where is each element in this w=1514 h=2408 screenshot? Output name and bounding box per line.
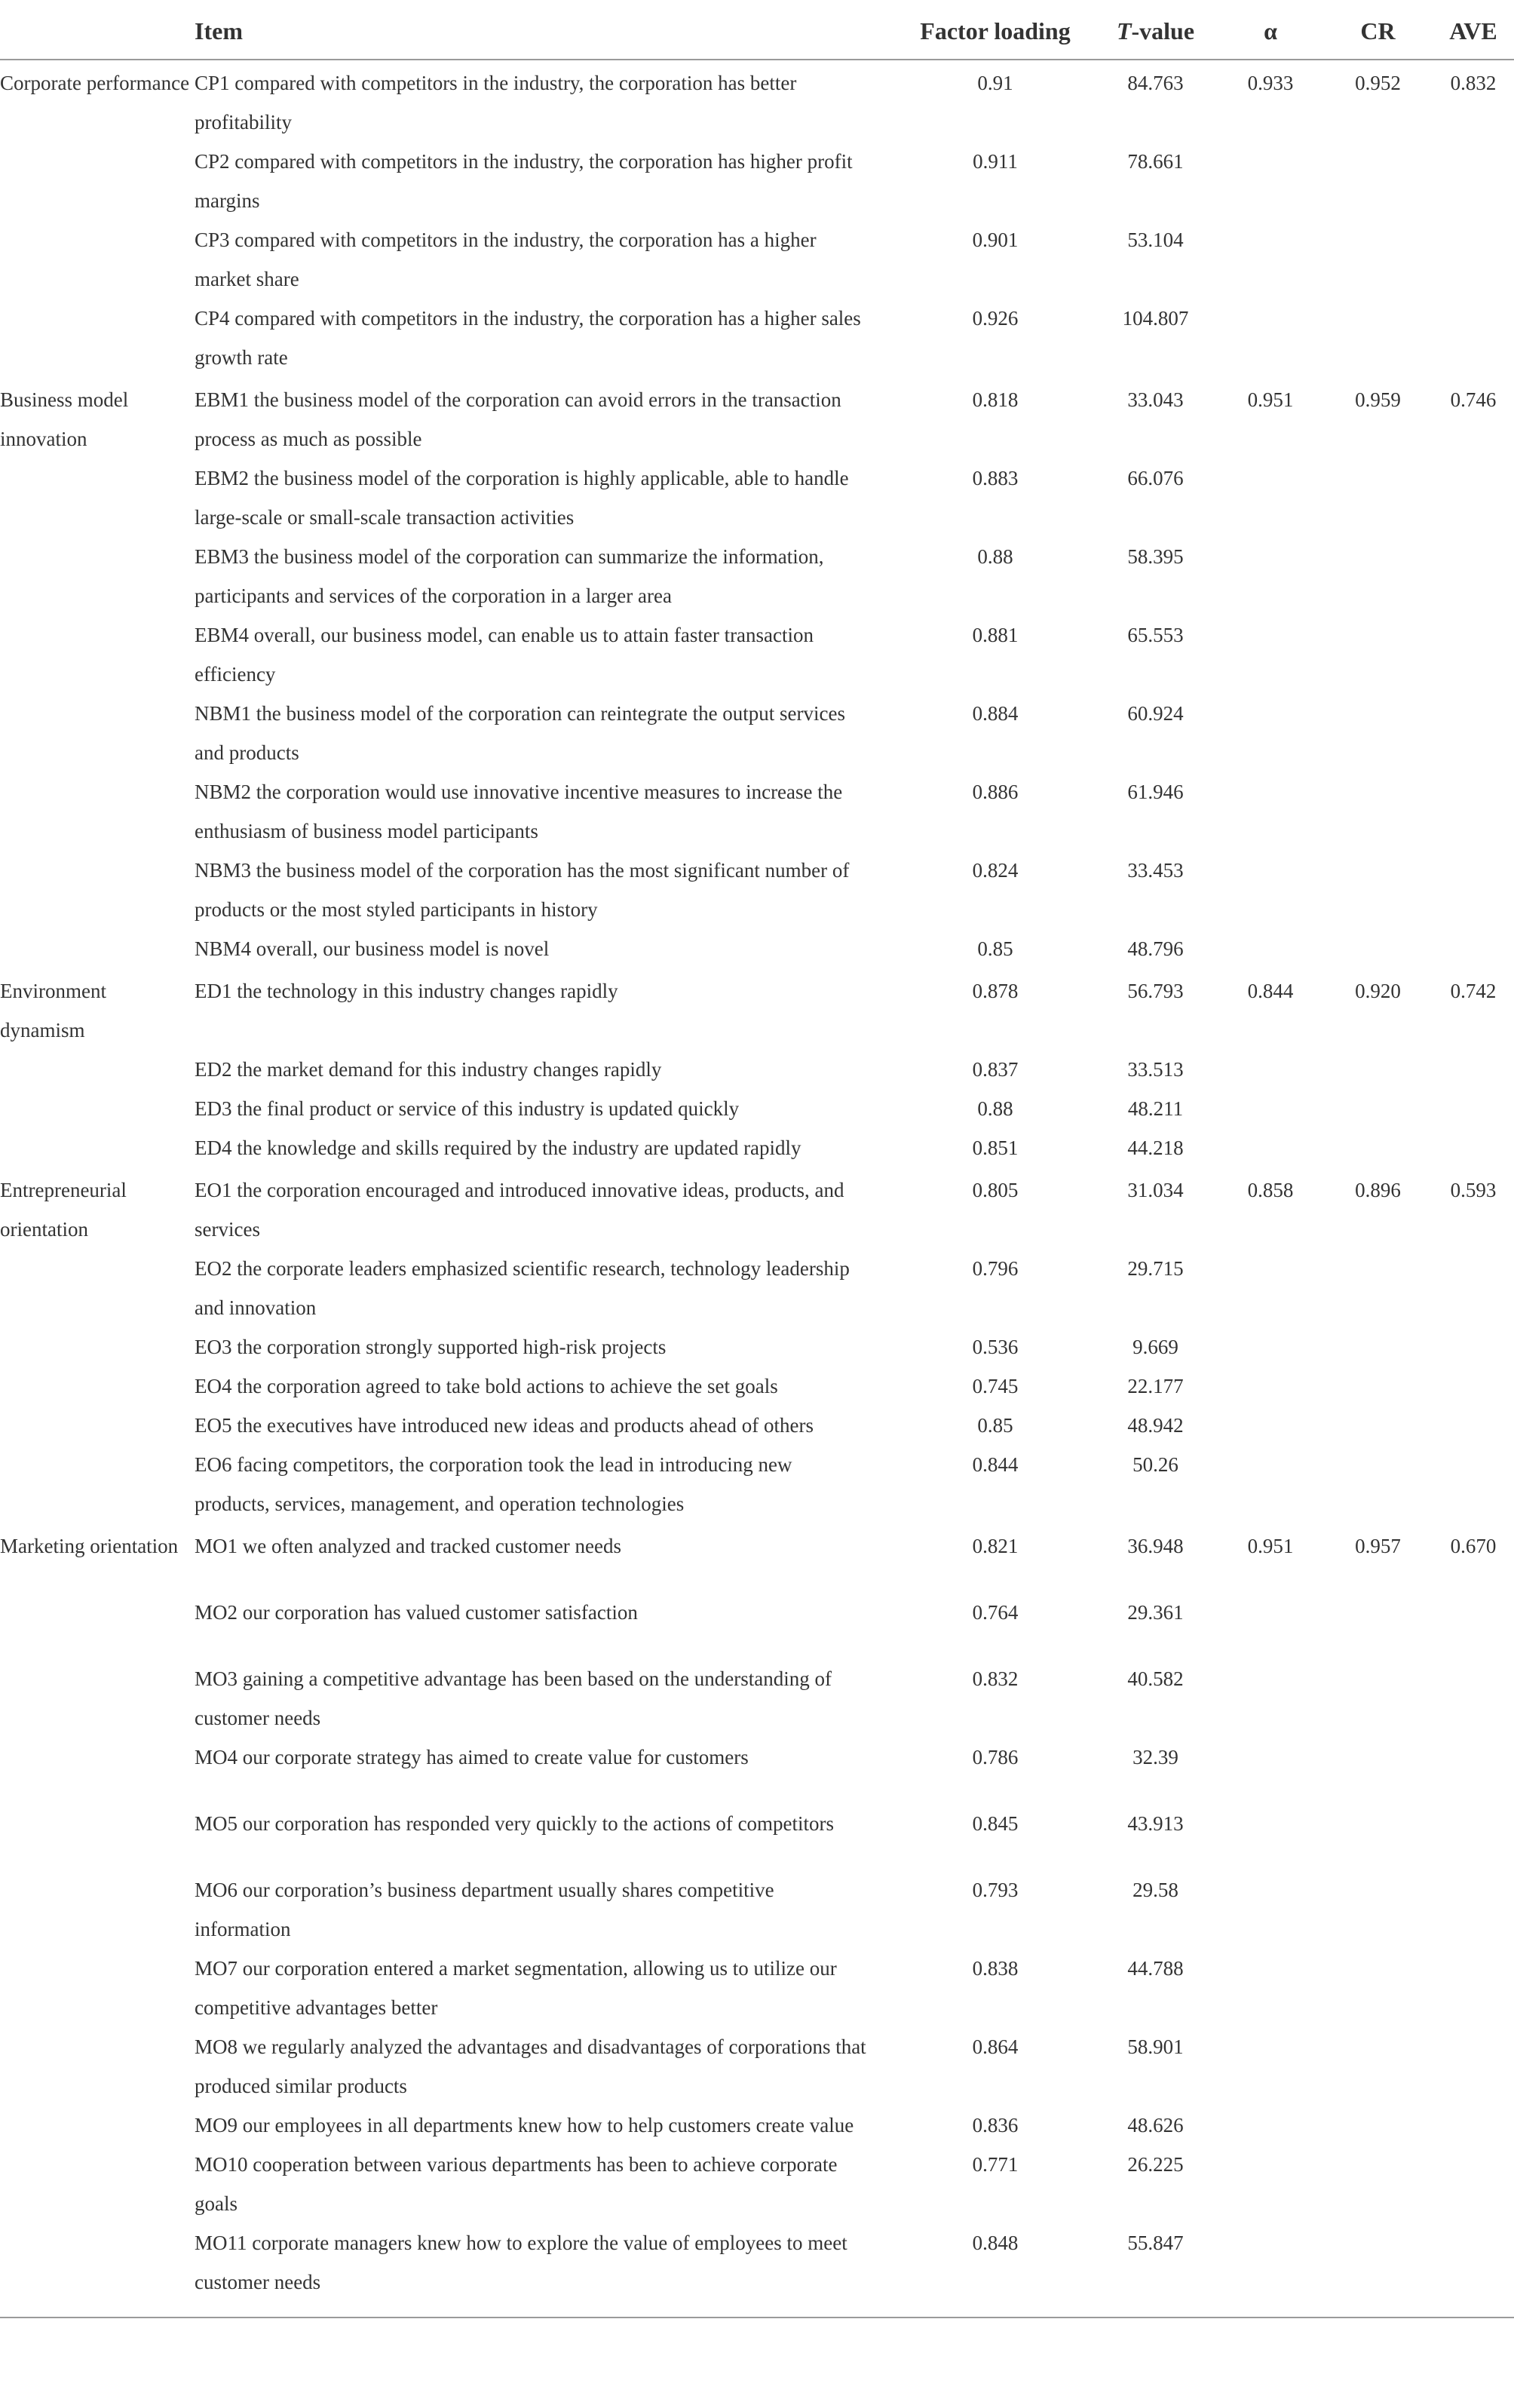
construct-name (0, 1445, 195, 1523)
factor-loading: 0.864 (972, 2035, 1019, 2058)
construct-name (0, 1089, 195, 1128)
header-row (0, 0, 1514, 60)
construct-name: Marketing orientation (0, 1535, 179, 1557)
table-row (0, 772, 1514, 851)
cr-value (1323, 1593, 1433, 1659)
factor-loading: 0.881 (972, 624, 1019, 646)
construct-name (0, 537, 195, 615)
table-row (0, 968, 1514, 1050)
t-value: 29.361 (1127, 1601, 1184, 1624)
table-row (0, 851, 1514, 929)
item-text: ED3 the final product or service of this industry is updated quickly (195, 1097, 740, 1120)
item-text: ED1 the technology in this industry changes rapidly (195, 980, 618, 1002)
item-text: EBM3 the business model of the corporation can summarize the information, participants and services of the corporation in a larger area (195, 545, 824, 607)
table-row (0, 1445, 1514, 1523)
ave-value: 0.742 (1450, 980, 1497, 1002)
cr-value (1323, 929, 1433, 968)
ave-value (1433, 929, 1514, 968)
t-value: 40.582 (1127, 1667, 1184, 1690)
table-row (0, 1659, 1514, 1738)
table-row (0, 929, 1514, 968)
construct-name (0, 1327, 195, 1367)
t-value: 36.948 (1127, 1535, 1184, 1557)
item-text: MO1 we often analyzed and tracked customer needs (195, 1535, 622, 1557)
ave-value (1433, 694, 1514, 772)
cr-value (1323, 694, 1433, 772)
alpha-value (1218, 851, 1323, 929)
cr-value (1323, 1949, 1433, 2027)
factor-loading: 0.845 (972, 1812, 1019, 1835)
table-row (0, 694, 1514, 772)
table-row (0, 1128, 1514, 1167)
t-value: 26.225 (1127, 2153, 1184, 2176)
ave-value: 0.593 (1450, 1179, 1497, 1201)
construct-name (0, 2106, 195, 2145)
cr-value (1323, 220, 1433, 299)
factor-loading: 0.836 (972, 2114, 1019, 2137)
item-text: EBM4 overall, our business model, can enable us to attain faster transaction efficiency (195, 624, 814, 686)
alpha-value: 0.858 (1247, 1179, 1294, 1201)
item-text: EBM2 the business model of the corporation is highly applicable, able to handle large-scale or small-scale transaction activities (195, 467, 849, 529)
construct-name (0, 220, 195, 299)
table-row (0, 1593, 1514, 1659)
alpha-value (1218, 537, 1323, 615)
table-row (0, 142, 1514, 220)
t-value: 9.669 (1132, 1336, 1178, 1358)
item-text: CP1 compared with competitors in the industry, the corporation has better profitability (195, 72, 797, 133)
table-header (0, 0, 1514, 60)
cr-value: 0.920 (1355, 980, 1401, 1002)
construct-name (0, 2145, 195, 2223)
ave-value (1433, 1949, 1514, 2027)
construct-name (0, 1804, 195, 1870)
ave-value (1433, 459, 1514, 537)
item-text: ED2 the market demand for this industry changes rapidly (195, 1058, 662, 1081)
ave-value (1433, 1367, 1514, 1406)
ave-value: 0.670 (1450, 1535, 1497, 1557)
factor-loading: 0.926 (972, 307, 1019, 330)
cr-value (1323, 772, 1433, 851)
factor-loading: 0.793 (972, 1879, 1019, 1901)
ave-value (1433, 2145, 1514, 2223)
t-value: 58.901 (1127, 2035, 1184, 2058)
item-text: CP2 compared with competitors in the industry, the corporation has higher profit margins (195, 150, 853, 212)
item-text: EO6 facing competitors, the corporation took the lead in introducing new products, services, management, and operation technologies (195, 1453, 792, 1515)
table-row (0, 615, 1514, 694)
alpha-value (1218, 2145, 1323, 2223)
cr-value (1323, 1050, 1433, 1089)
alpha-value (1218, 1249, 1323, 1327)
construct-name (0, 929, 195, 968)
cr-value (1323, 1089, 1433, 1128)
cr-value (1323, 537, 1433, 615)
alpha-value (1218, 459, 1323, 537)
cr-value (1323, 1406, 1433, 1445)
item-text: EBM1 the business model of the corporation can avoid errors in the transaction process as much as possible (195, 388, 841, 450)
alpha-value (1218, 1445, 1323, 1523)
t-value: 48.942 (1127, 1414, 1184, 1437)
cr-value (1323, 1445, 1433, 1523)
factor-loading: 0.85 (977, 1414, 1013, 1437)
cr-value: 0.952 (1355, 72, 1401, 94)
construct-name (0, 1050, 195, 1089)
cr-value (1323, 1804, 1433, 1870)
ave-value: 0.832 (1450, 72, 1497, 94)
factor-loading: 0.883 (972, 467, 1019, 489)
alpha-value (1218, 1870, 1323, 1949)
table-row (0, 377, 1514, 459)
construct-name (0, 1367, 195, 1406)
t-value: 44.788 (1127, 1957, 1184, 1980)
t-value: 48.211 (1127, 1097, 1184, 1120)
header-t-value-suffix: -value (1131, 17, 1195, 44)
construct-name: Entrepreneurial orientation (0, 1179, 127, 1241)
alpha-value (1218, 694, 1323, 772)
construct-name (0, 615, 195, 694)
ave-value (1433, 615, 1514, 694)
t-value: 65.553 (1127, 624, 1184, 646)
ave-value (1433, 537, 1514, 615)
header-ave: AVE (1433, 0, 1514, 60)
alpha-value (1218, 1593, 1323, 1659)
construct-name (0, 1870, 195, 1949)
factor-loading: 0.764 (972, 1601, 1019, 1624)
t-value: 48.626 (1127, 2114, 1184, 2137)
alpha-value (1218, 142, 1323, 220)
factor-loading: 0.884 (972, 702, 1019, 725)
t-value: 104.807 (1122, 307, 1189, 330)
header-construct (0, 0, 195, 60)
item-text: MO8 we regularly analyzed the advantages and disadvantages of corporations that produced similar products (195, 2035, 866, 2097)
t-value: 32.39 (1132, 1746, 1178, 1768)
alpha-value (1218, 1804, 1323, 1870)
alpha-value (1218, 1128, 1323, 1167)
alpha-value (1218, 1659, 1323, 1738)
header-cr: CR (1323, 0, 1433, 60)
t-value: 56.793 (1127, 980, 1184, 1002)
alpha-value (1218, 1406, 1323, 1445)
alpha-value (1218, 220, 1323, 299)
ave-value (1433, 851, 1514, 929)
factor-loading: 0.91 (977, 72, 1013, 94)
t-value: 55.847 (1093, 2223, 1218, 2318)
construct-name: Corporate performance (0, 72, 190, 94)
t-value: 50.26 (1132, 1453, 1178, 1476)
ave-value (1433, 2106, 1514, 2145)
factor-loading: 0.821 (972, 1535, 1019, 1557)
ave-value (1433, 1406, 1514, 1445)
item-text: NBM1 the business model of the corporation can reintegrate the output services and products (195, 702, 846, 764)
t-value: 29.58 (1132, 1879, 1178, 1901)
construct-name (0, 1949, 195, 2027)
factor-loading: 0.911 (973, 150, 1018, 173)
construct-name: Business model innovation (0, 388, 129, 450)
cr-value (1323, 1249, 1433, 1327)
table-row (0, 2106, 1514, 2145)
construct-name (0, 459, 195, 537)
factor-loading: 0.88 (977, 1097, 1013, 1120)
cr-value (1323, 1128, 1433, 1167)
item-text: NBM4 overall, our business model is novel (195, 937, 550, 960)
alpha-value (1218, 2106, 1323, 2145)
cr-value (1323, 142, 1433, 220)
factor-loading: 0.824 (972, 859, 1019, 882)
item-text: EO1 the corporation encouraged and introduced innovative ideas, products, and services (195, 1179, 844, 1241)
factor-loading: 0.832 (972, 1667, 1019, 1690)
table-row (0, 1367, 1514, 1406)
table-row (0, 60, 1514, 142)
alpha-value: 0.933 (1247, 72, 1294, 94)
item-text: MO3 gaining a competitive advantage has been based on the understanding of customer needs (195, 1667, 832, 1729)
t-value: 78.661 (1127, 150, 1184, 173)
item-text: MO11 corporate managers knew how to explore the value of employees to meet customer needs (195, 2223, 897, 2318)
t-value: 33.513 (1127, 1058, 1184, 1081)
item-text: ED4 the knowledge and skills required by the industry are updated rapidly (195, 1137, 801, 1159)
factor-loading: 0.818 (972, 388, 1019, 411)
table-row (0, 1089, 1514, 1128)
item-text: CP4 compared with competitors in the industry, the corporation has a higher sales growth rate (195, 307, 861, 369)
table-row (0, 1804, 1514, 1870)
table-row (0, 1167, 1514, 1249)
table-row (0, 1249, 1514, 1327)
construct-name (0, 1406, 195, 1445)
factor-loading: 0.786 (972, 1746, 1019, 1768)
construct-name (0, 142, 195, 220)
cr-value (1323, 851, 1433, 929)
cr-value: 0.957 (1355, 1535, 1401, 1557)
construct-name (0, 694, 195, 772)
table-row (0, 2145, 1514, 2223)
construct-name (0, 851, 195, 929)
table-row (0, 2223, 1514, 2318)
alpha-value (1218, 1949, 1323, 2027)
alpha-value (1218, 2027, 1323, 2106)
factor-loading: 0.901 (972, 229, 1019, 251)
ave-value: 0.746 (1450, 388, 1497, 411)
factor-loading: 0.878 (972, 980, 1019, 1002)
t-value: 43.913 (1127, 1812, 1184, 1835)
ave-value (1433, 220, 1514, 299)
construct-name (0, 1249, 195, 1327)
ave-value (1433, 142, 1514, 220)
cr-value (1323, 2223, 1433, 2318)
ave-value (1433, 1050, 1514, 1089)
cr-value (1323, 1327, 1433, 1367)
cr-value (1323, 1738, 1433, 1804)
alpha-value (1218, 1738, 1323, 1804)
alpha-value (1218, 1367, 1323, 1406)
alpha-value: 0.951 (1247, 1535, 1294, 1557)
factor-loading: 0.88 (977, 545, 1013, 568)
ave-value (1433, 772, 1514, 851)
item-text: MO10 cooperation between various departments has been to achieve corporate goals (195, 2153, 838, 2215)
cr-value (1323, 2145, 1433, 2223)
item-text: EO2 the corporate leaders emphasized scientific research, technology leadership and innovation (195, 1257, 850, 1319)
factor-loading: 0.851 (972, 1137, 1019, 1159)
cr-value (1323, 299, 1433, 377)
t-value: 66.076 (1127, 467, 1184, 489)
table-row (0, 220, 1514, 299)
item-text: NBM3 the business model of the corporation has the most significant number of products or the most styled participants in history (195, 859, 850, 921)
t-value: 22.177 (1127, 1375, 1184, 1397)
alpha-value: 0.844 (1247, 980, 1294, 1002)
cr-value (1323, 615, 1433, 694)
t-value: 58.395 (1127, 545, 1184, 568)
t-value: 29.715 (1127, 1257, 1184, 1280)
table-row (0, 1327, 1514, 1367)
ave-value (1433, 2027, 1514, 2106)
alpha-value (1218, 1327, 1323, 1367)
table-row (0, 2027, 1514, 2106)
ave-value (1433, 1804, 1514, 1870)
item-text: EO5 the executives have introduced new ideas and products ahead of others (195, 1414, 814, 1437)
ave-value (1433, 1659, 1514, 1738)
table-row (0, 1050, 1514, 1089)
construct-name: Environment dynamism (0, 980, 106, 1041)
item-text: MO9 our employees in all departments knew how to help customers create value (195, 2114, 854, 2137)
alpha-value (1218, 1089, 1323, 1128)
construct-name (0, 299, 195, 377)
ave-value (1433, 1593, 1514, 1659)
alpha-value (1218, 615, 1323, 694)
factor-loading: 0.85 (977, 937, 1013, 960)
table-body (0, 60, 1514, 2318)
ave-value (1433, 299, 1514, 377)
t-value: 33.453 (1127, 859, 1184, 882)
cr-value: 0.896 (1355, 1179, 1401, 1201)
cr-value (1323, 459, 1433, 537)
table-row (0, 1406, 1514, 1445)
construct-name (0, 2027, 195, 2106)
item-text: MO7 our corporation entered a market segmentation, allowing us to utilize our competitive advantages better (195, 1957, 837, 2019)
header-factor-loading: Factor loading (897, 0, 1093, 60)
t-value: 48.796 (1127, 937, 1184, 960)
alpha-value (1218, 299, 1323, 377)
ave-value (1433, 1128, 1514, 1167)
table-row (0, 299, 1514, 377)
cr-value (1323, 1659, 1433, 1738)
construct-name (0, 1128, 195, 1167)
ave-value (1433, 1738, 1514, 1804)
table-row (0, 459, 1514, 537)
factor-loading: 0.805 (972, 1179, 1019, 1201)
alpha-value (1218, 772, 1323, 851)
ave-value (1433, 1089, 1514, 1128)
item-text: MO2 our corporation has valued customer satisfaction (195, 1601, 638, 1624)
header-item: Item (195, 0, 897, 60)
item-text: EO4 the corporation agreed to take bold actions to achieve the set goals (195, 1375, 778, 1397)
t-value: 61.946 (1127, 781, 1184, 803)
ave-value (1433, 1249, 1514, 1327)
t-value: 53.104 (1127, 229, 1184, 251)
item-text: EO3 the corporation strongly supported high-risk projects (195, 1336, 667, 1358)
factor-loading: 0.796 (972, 1257, 1019, 1280)
factor-loading: 0.745 (972, 1375, 1019, 1397)
construct-name (0, 772, 195, 851)
factor-loading: 0.838 (972, 1957, 1019, 1980)
construct-name (0, 1659, 195, 1738)
ave-value (1433, 1327, 1514, 1367)
t-value: 33.043 (1127, 388, 1184, 411)
header-alpha: α (1218, 0, 1323, 60)
t-value: 84.763 (1127, 72, 1184, 94)
ave-value (1433, 2223, 1514, 2318)
construct-name (0, 2223, 195, 2318)
factor-loading: 0.886 (972, 781, 1019, 803)
ave-value (1433, 1870, 1514, 1949)
factor-loading: 0.848 (897, 2223, 1093, 2318)
cr-value (1323, 2027, 1433, 2106)
factor-loading: 0.771 (972, 2153, 1019, 2176)
table-row (0, 537, 1514, 615)
table-row (0, 1738, 1514, 1804)
table-row (0, 1870, 1514, 1949)
table-row (0, 1523, 1514, 1593)
cr-value: 0.959 (1355, 388, 1401, 411)
t-value: 60.924 (1127, 702, 1184, 725)
item-text: CP3 compared with competitors in the industry, the corporation has a higher market share (195, 229, 817, 290)
construct-name (0, 1738, 195, 1804)
alpha-value: 0.951 (1247, 388, 1294, 411)
header-t-value-italic: T (1116, 17, 1132, 44)
t-value: 31.034 (1127, 1179, 1184, 1201)
ave-value (1433, 1445, 1514, 1523)
alpha-value (1218, 1050, 1323, 1089)
construct-name (0, 1593, 195, 1659)
alpha-value (1218, 929, 1323, 968)
t-value: 44.218 (1127, 1137, 1184, 1159)
cr-value (1323, 1367, 1433, 1406)
header-t-value (1093, 0, 1218, 60)
factor-loading: 0.844 (972, 1453, 1019, 1476)
factor-loading: 0.837 (972, 1058, 1019, 1081)
item-text: MO5 our corporation has responded very quickly to the actions of competitors (195, 1812, 835, 1835)
cr-value (1323, 1870, 1433, 1949)
item-text: MO6 our corporation’s business department usually shares competitive information (195, 1879, 774, 1940)
cr-value (1323, 2106, 1433, 2145)
item-text: MO4 our corporate strategy has aimed to create value for customers (195, 1746, 749, 1768)
factor-loading: 0.536 (972, 1336, 1019, 1358)
alpha-value (1218, 2223, 1323, 2318)
item-text: NBM2 the corporation would use innovative incentive measures to increase the enthusiasm of business model participants (195, 781, 843, 842)
table-row (0, 1949, 1514, 2027)
